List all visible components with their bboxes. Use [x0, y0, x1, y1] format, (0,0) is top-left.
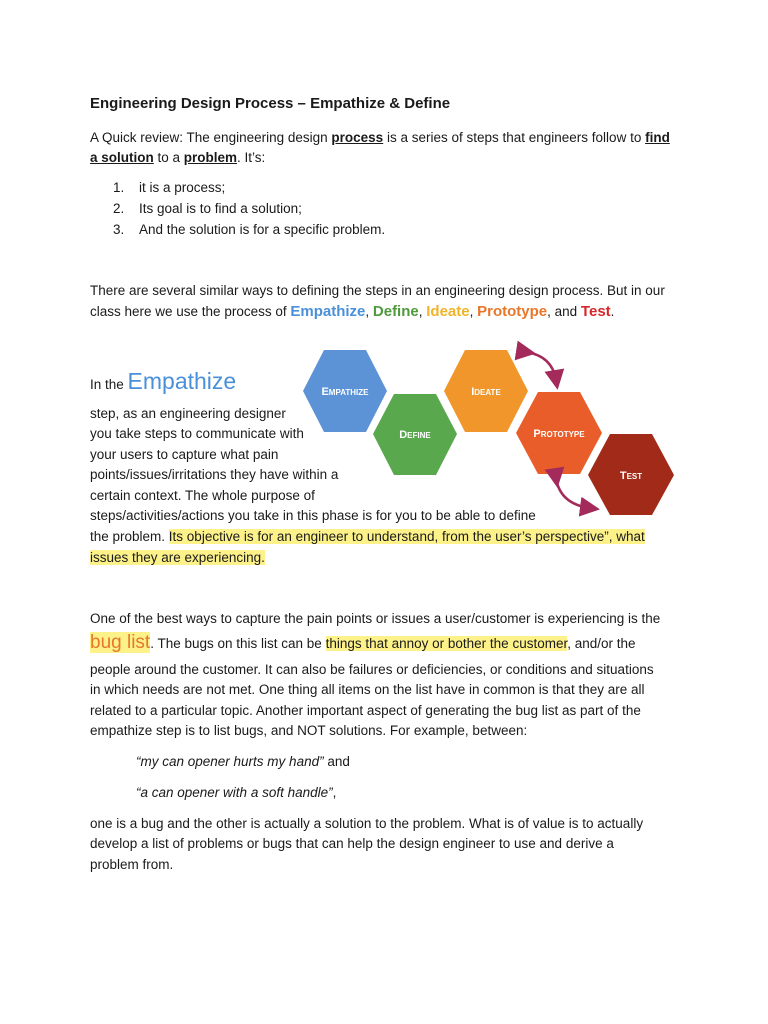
bug-line: empathize step is to list bugs, and NOT solutions. For example, between:	[90, 723, 528, 738]
step-define: Define	[372, 303, 419, 320]
hex-test-label: Test	[619, 470, 643, 482]
hex-define-label: Define	[399, 429, 431, 441]
in-the-text: In the	[90, 377, 128, 392]
step-test: Test	[580, 303, 611, 320]
step-ideate: Ideate	[426, 303, 470, 320]
ways-line-1: There are several similar ways to defining the steps in an engineering design process. But in our	[90, 283, 665, 298]
empathize-line: your users to capture what pain	[90, 447, 279, 462]
intro-text-to: to a	[153, 150, 184, 165]
list-item	[113, 179, 225, 197]
empathize-big: Empathize	[127, 368, 237, 394]
intro-solution: a solution	[90, 150, 154, 165]
empathize-heading-line	[90, 368, 237, 394]
empathize-text: the problem.	[90, 529, 169, 544]
bug-line: in which needs are not met. One thing all items on the list have in common is that they are all	[90, 682, 645, 697]
empathize-line: steps/activities/actions you take in this phase is for you to be able to define	[90, 508, 536, 523]
intro-find: find	[645, 130, 670, 145]
quote-line-1	[136, 753, 350, 771]
bug-text: , and/or the	[567, 636, 636, 651]
list-number: 3.	[113, 222, 125, 237]
intro-process: process	[331, 130, 384, 145]
final-line: problem from.	[90, 857, 174, 872]
quote-text: ,	[332, 785, 337, 800]
bug-list-big: bug list	[90, 632, 151, 653]
quote-text: and	[323, 754, 350, 769]
step-prototype: Prototype	[477, 303, 548, 320]
intro-text: A Quick review: The engineering design	[90, 130, 332, 145]
page-title: Engineering Design Process – Empathize & Define	[90, 95, 451, 112]
list-item	[113, 200, 302, 218]
list-text: And the solution is for a specific problem.	[139, 222, 386, 237]
final-line: develop a list of problems or bugs that can help the design engineer to use and derive a	[90, 836, 614, 851]
sep: ,	[418, 304, 427, 319]
sep: ,	[469, 304, 478, 319]
step-empathize: Empathize	[290, 303, 366, 320]
hex-ideate-label: Ideate	[471, 386, 501, 398]
list-text: it is a process;	[139, 180, 226, 195]
bug-line: people around the customer. It can also be failures or deficiencies, or conditions and situations	[90, 662, 654, 677]
bug-text: . The bugs on this list can be	[150, 636, 326, 651]
empathize-line	[90, 549, 265, 567]
bug-highlight: things that annoy or bother the customer	[325, 636, 568, 651]
loop-arrow-top	[526, 352, 556, 380]
bug-line-2	[90, 634, 636, 653]
intro-problem: problem	[183, 150, 238, 165]
sep: , and	[547, 304, 581, 319]
ways-line-2	[90, 303, 614, 321]
ways-text: class here we use the process of	[90, 304, 291, 319]
quote-line-2	[136, 784, 336, 802]
intro-text-end: . It’s:	[237, 150, 266, 165]
empathize-highlight: issues they are experiencing.	[90, 550, 265, 565]
bug-line-1: One of the best ways to capture the pain points or issues a user/customer is experiencing is the	[90, 611, 661, 626]
hex-empathize-label: Empathize	[321, 386, 369, 398]
bug-line: related to a particular topic. Another important aspect of generating the bug list as part of the	[90, 703, 641, 718]
quote-bug: “my can opener hurts my hand”	[136, 754, 324, 769]
intro-line-1	[90, 129, 670, 147]
empathize-line: points/issues/irritations they have within a	[90, 467, 339, 482]
list-number: 2.	[113, 201, 125, 216]
empathize-line: step, as an engineering designer	[90, 406, 286, 421]
list-item	[113, 221, 385, 239]
sep: ,	[365, 304, 373, 319]
sep: .	[610, 304, 615, 319]
intro-line-2	[90, 149, 265, 167]
intro-text-mid: is a series of steps that engineers follow to	[383, 130, 646, 145]
hex-prototype-label: Prototype	[533, 428, 585, 440]
design-process-diagram	[290, 338, 690, 518]
quote-solution: “a can opener with a soft handle”	[136, 785, 333, 800]
empathize-highlight: Its objective is for an engineer to understand, from the user’s perspective”, what	[168, 529, 645, 544]
empathize-line	[90, 528, 645, 546]
final-line: one is a bug and the other is actually a solution to the problem. What is of value is to actually	[90, 816, 644, 831]
empathize-line: you take steps to communicate with	[90, 426, 304, 441]
list-number: 1.	[113, 180, 125, 195]
empathize-line: certain context. The whole purpose of	[90, 488, 315, 503]
loop-arrow-bottom	[556, 478, 590, 508]
list-text: Its goal is to find a solution;	[139, 201, 302, 216]
